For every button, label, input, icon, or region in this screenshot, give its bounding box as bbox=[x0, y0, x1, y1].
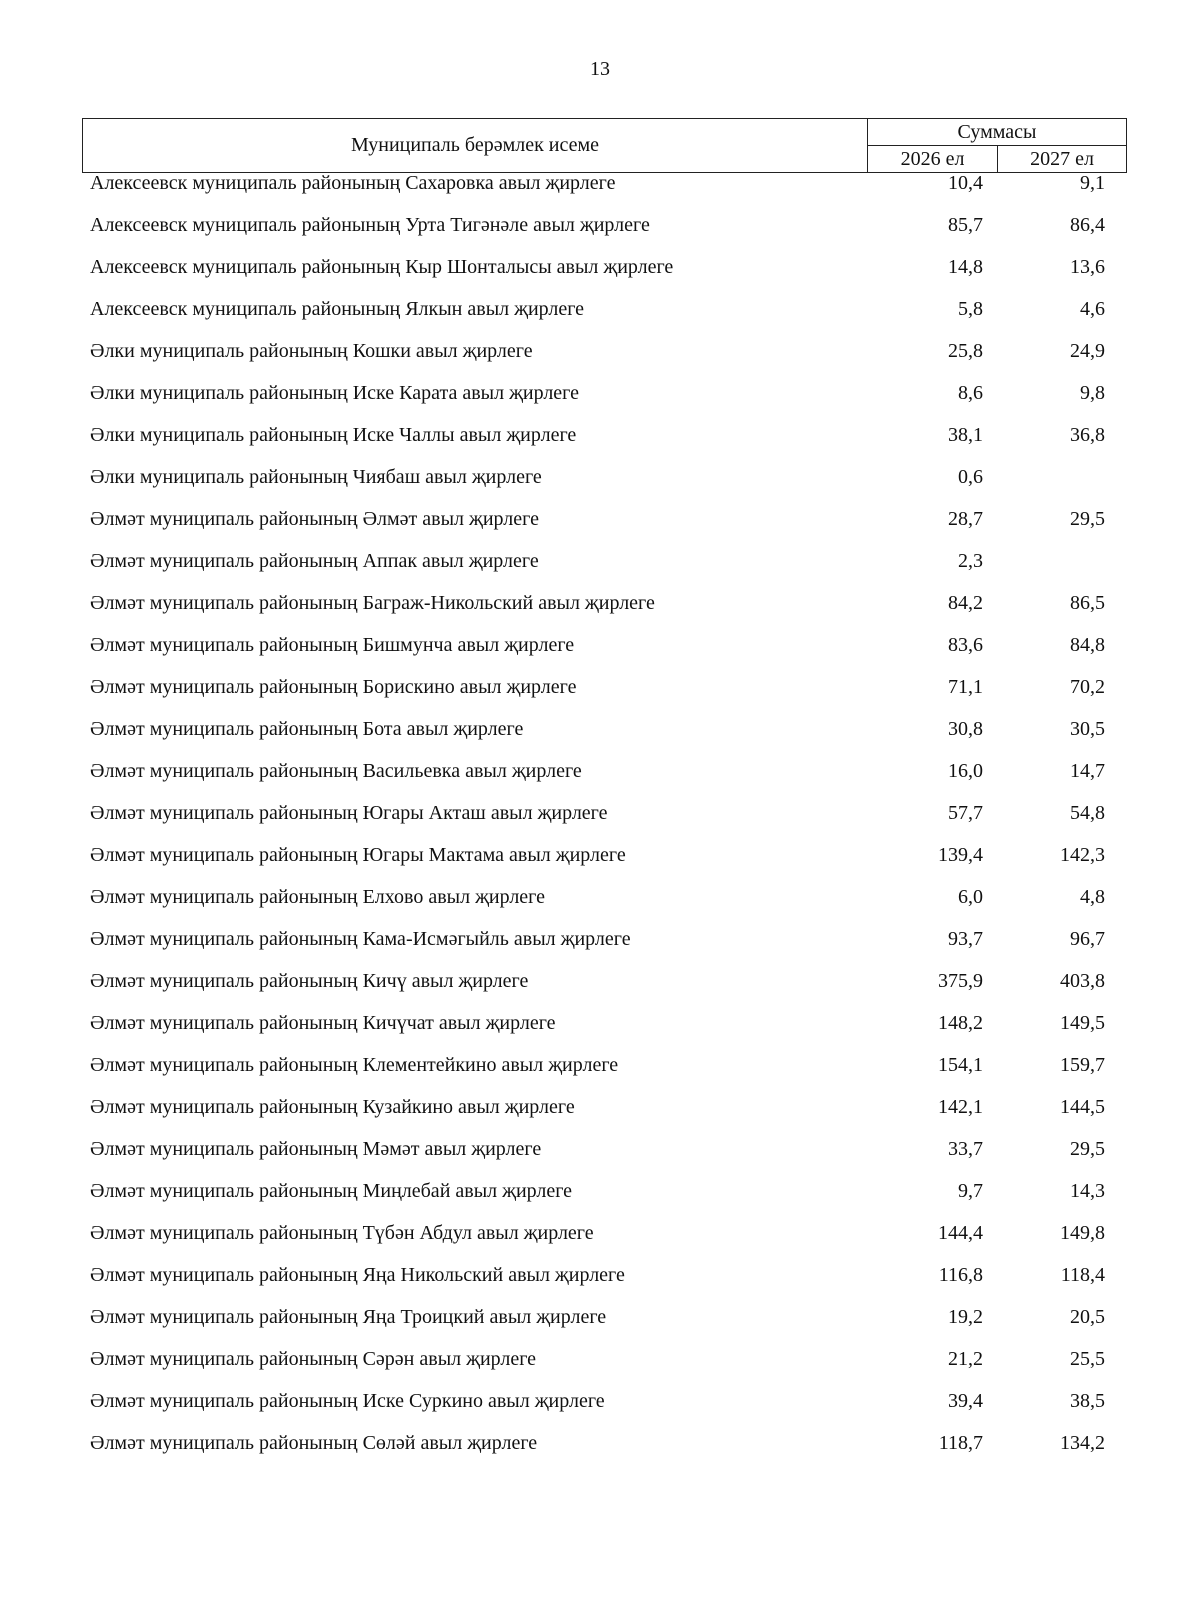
row-value-2027: 25,5 bbox=[1070, 1348, 1105, 1370]
row-value-2027: 144,5 bbox=[1060, 1096, 1105, 1118]
row-value-2027: 142,3 bbox=[1060, 844, 1105, 866]
row-value-2027: 86,5 bbox=[1070, 592, 1105, 614]
row-value-2026: 16,0 bbox=[948, 760, 983, 782]
table-row bbox=[0, 1178, 1200, 1220]
row-value-2027: 30,5 bbox=[1070, 718, 1105, 740]
row-value-2026: 118,7 bbox=[938, 1432, 983, 1454]
table-row bbox=[0, 1220, 1200, 1262]
row-municipality-name: Алексеевск муниципаль районының Сахаровка авыл җирлеге bbox=[90, 172, 616, 194]
row-value-2026: 19,2 bbox=[948, 1306, 983, 1328]
table-row bbox=[0, 716, 1200, 758]
row-value-2027: 29,5 bbox=[1070, 508, 1105, 530]
row-municipality-name: Әлмәт муниципаль районының Югары Мактама авыл җирлеге bbox=[90, 844, 626, 866]
row-value-2026: 57,7 bbox=[948, 802, 983, 824]
row-municipality-name: Әлмәт муниципаль районының Түбән Абдул авыл җирлеге bbox=[90, 1222, 594, 1244]
row-value-2026: 25,8 bbox=[948, 340, 983, 362]
header-year-2027: 2027 ел bbox=[1030, 148, 1094, 170]
row-municipality-name: Әлмәт муниципаль районының Сөләй авыл җирлеге bbox=[90, 1432, 538, 1454]
table-row bbox=[0, 1304, 1200, 1346]
row-municipality-name: Әлмәт муниципаль районының Аппак авыл җирлеге bbox=[90, 550, 539, 572]
table-row bbox=[0, 884, 1200, 926]
table-row bbox=[0, 632, 1200, 674]
row-value-2027: 38,5 bbox=[1070, 1390, 1105, 1412]
table-row bbox=[0, 1262, 1200, 1304]
row-municipality-name: Әлки муниципаль районының Иске Карата авыл җирлеге bbox=[90, 382, 579, 404]
table-row bbox=[0, 170, 1200, 212]
row-value-2027: 14,7 bbox=[1070, 760, 1105, 782]
table-row bbox=[0, 338, 1200, 380]
row-municipality-name: Әлмәт муниципаль районының Кузайкино авыл җирлеге bbox=[90, 1096, 575, 1118]
row-municipality-name: Алексеевск муниципаль районының Кыр Шонталысы авыл җирлеге bbox=[90, 256, 674, 278]
row-value-2026: 93,7 bbox=[948, 928, 983, 950]
row-value-2027: 14,3 bbox=[1070, 1180, 1105, 1202]
table-header bbox=[82, 118, 1127, 173]
row-municipality-name: Әлки муниципаль районының Иске Чаллы авыл җирлеге bbox=[90, 424, 577, 446]
row-municipality-name: Әлмәт муниципаль районының Васильевка авыл җирлеге bbox=[90, 760, 582, 782]
row-municipality-name: Әлмәт муниципаль районының Бишмунча авыл җирлеге bbox=[90, 634, 575, 656]
row-value-2026: 30,8 bbox=[948, 718, 983, 740]
table-row bbox=[0, 464, 1200, 506]
row-municipality-name: Әлмәт муниципаль районының Миңлебай авыл җирлеге bbox=[90, 1180, 573, 1202]
row-value-2026: 154,1 bbox=[938, 1054, 983, 1076]
table-row bbox=[0, 506, 1200, 548]
row-value-2026: 33,7 bbox=[948, 1138, 983, 1160]
row-value-2026: 148,2 bbox=[938, 1012, 983, 1034]
row-value-2027: 36,8 bbox=[1070, 424, 1105, 446]
table-row bbox=[0, 1010, 1200, 1052]
row-value-2026: 6,0 bbox=[958, 886, 983, 908]
row-value-2027: 4,8 bbox=[1080, 886, 1105, 908]
row-value-2026: 2,3 bbox=[958, 550, 983, 572]
row-value-2026: 8,6 bbox=[958, 382, 983, 404]
row-value-2027: 403,8 bbox=[1060, 970, 1105, 992]
row-value-2027: 149,5 bbox=[1060, 1012, 1105, 1034]
row-value-2026: 144,4 bbox=[938, 1222, 983, 1244]
table-row bbox=[0, 842, 1200, 884]
table-row bbox=[0, 1346, 1200, 1388]
row-value-2026: 9,7 bbox=[958, 1180, 983, 1202]
row-value-2026: 84,2 bbox=[948, 592, 983, 614]
table-row bbox=[0, 758, 1200, 800]
row-municipality-name: Әлмәт муниципаль районының Кичүчат авыл җирлеге bbox=[90, 1012, 556, 1034]
row-municipality-name: Әлмәт муниципаль районының Кичү авыл җирлеге bbox=[90, 970, 529, 992]
header-year-2026: 2026 ел bbox=[868, 146, 998, 172]
row-municipality-name: Әлмәт муниципаль районының Мәмәт авыл җирлеге bbox=[90, 1138, 542, 1160]
row-value-2027: 4,6 bbox=[1080, 298, 1105, 320]
table-row bbox=[0, 296, 1200, 338]
row-value-2027: 9,1 bbox=[1080, 172, 1105, 194]
row-value-2026: 5,8 bbox=[958, 298, 983, 320]
row-municipality-name: Әлмәт муниципаль районының Әлмәт авыл җирлеге bbox=[90, 508, 539, 530]
row-municipality-name: Әлмәт муниципаль районының Кама-Исмәгыйль авыл җирлеге bbox=[90, 928, 631, 950]
table-row bbox=[0, 254, 1200, 296]
page-number: 13 bbox=[590, 58, 610, 80]
row-municipality-name: Алексеевск муниципаль районының Ялкын авыл җирлеге bbox=[90, 298, 585, 320]
table-row bbox=[0, 674, 1200, 716]
row-value-2026: 0,6 bbox=[958, 466, 983, 488]
row-municipality-name: Әлмәт муниципаль районының Югары Акташ авыл җирлеге bbox=[90, 802, 608, 824]
row-value-2026: 39,4 bbox=[948, 1390, 983, 1412]
row-value-2026: 116,8 bbox=[938, 1264, 983, 1286]
table-row bbox=[0, 1388, 1200, 1430]
row-municipality-name: Әлмәт муниципаль районының Иске Суркино авыл җирлеге bbox=[90, 1390, 605, 1412]
row-value-2027: 24,9 bbox=[1070, 340, 1105, 362]
row-value-2027: 159,7 bbox=[1060, 1054, 1105, 1076]
row-municipality-name: Әлмәт муниципаль районының Сәрән авыл җирлеге bbox=[90, 1348, 537, 1370]
table-row bbox=[0, 1430, 1200, 1472]
row-value-2026: 85,7 bbox=[948, 214, 983, 236]
row-value-2026: 38,1 bbox=[948, 424, 983, 446]
table-row bbox=[0, 1094, 1200, 1136]
row-value-2027: 9,8 bbox=[1080, 382, 1105, 404]
table-row bbox=[0, 422, 1200, 464]
row-value-2026: 83,6 bbox=[948, 634, 983, 656]
row-municipality-name: Әлмәт муниципаль районының Яңа Никольский авыл җирлеге bbox=[90, 1264, 625, 1286]
table-row bbox=[0, 590, 1200, 632]
row-municipality-name: Әлмәт муниципаль районының Яңа Троицкий авыл җирлеге bbox=[90, 1306, 607, 1328]
row-value-2027: 13,6 bbox=[1070, 256, 1105, 278]
row-value-2027: 134,2 bbox=[1060, 1432, 1105, 1454]
row-value-2027: 20,5 bbox=[1070, 1306, 1105, 1328]
row-value-2027: 118,4 bbox=[1060, 1264, 1105, 1286]
table-row bbox=[0, 800, 1200, 842]
row-municipality-name: Әлмәт муниципаль районының Клементейкино авыл җирлеге bbox=[90, 1054, 619, 1076]
table-row bbox=[0, 926, 1200, 968]
row-municipality-name: Әлмәт муниципаль районының Бота авыл җирлеге bbox=[90, 718, 524, 740]
row-value-2027: 70,2 bbox=[1070, 676, 1105, 698]
row-value-2026: 139,4 bbox=[938, 844, 983, 866]
row-value-2026: 375,9 bbox=[938, 970, 983, 992]
table-row bbox=[0, 548, 1200, 590]
row-municipality-name: Әлмәт муниципаль районының Борискино авыл җирлеге bbox=[90, 676, 577, 698]
table-row bbox=[0, 212, 1200, 254]
row-value-2026: 28,7 bbox=[948, 508, 983, 530]
row-value-2026: 10,4 bbox=[948, 172, 983, 194]
row-municipality-name: Әлмәт муниципаль районының Баграж-Никольский авыл җирлеге bbox=[90, 592, 655, 614]
row-value-2026: 142,1 bbox=[938, 1096, 983, 1118]
row-municipality-name: Әлки муниципаль районының Чиябаш авыл җирлеге bbox=[90, 466, 542, 488]
row-value-2027: 29,5 bbox=[1070, 1138, 1105, 1160]
row-value-2027: 86,4 bbox=[1070, 214, 1105, 236]
table-row bbox=[0, 380, 1200, 422]
row-municipality-name: Әлмәт муниципаль районының Елхово авыл җирлеге bbox=[90, 886, 545, 908]
row-value-2026: 14,8 bbox=[948, 256, 983, 278]
table-row bbox=[0, 1052, 1200, 1094]
table-body bbox=[0, 170, 1200, 1472]
row-value-2026: 71,1 bbox=[948, 676, 983, 698]
row-value-2027: 84,8 bbox=[1070, 634, 1105, 656]
header-sum-group: Суммасы bbox=[868, 119, 1126, 146]
row-value-2026: 21,2 bbox=[948, 1348, 983, 1370]
row-municipality-name: Алексеевск муниципаль районының Урта Тигәнәле авыл җирлеге bbox=[90, 214, 650, 236]
row-value-2027: 96,7 bbox=[1070, 928, 1105, 950]
table-row bbox=[0, 968, 1200, 1010]
row-municipality-name: Әлки муниципаль районының Кошки авыл җирлеге bbox=[90, 340, 533, 362]
row-value-2027: 54,8 bbox=[1070, 802, 1105, 824]
table-row bbox=[0, 1136, 1200, 1178]
row-value-2027: 149,8 bbox=[1060, 1222, 1105, 1244]
header-name-column: Муниципаль берәмлек исеме bbox=[83, 119, 868, 172]
